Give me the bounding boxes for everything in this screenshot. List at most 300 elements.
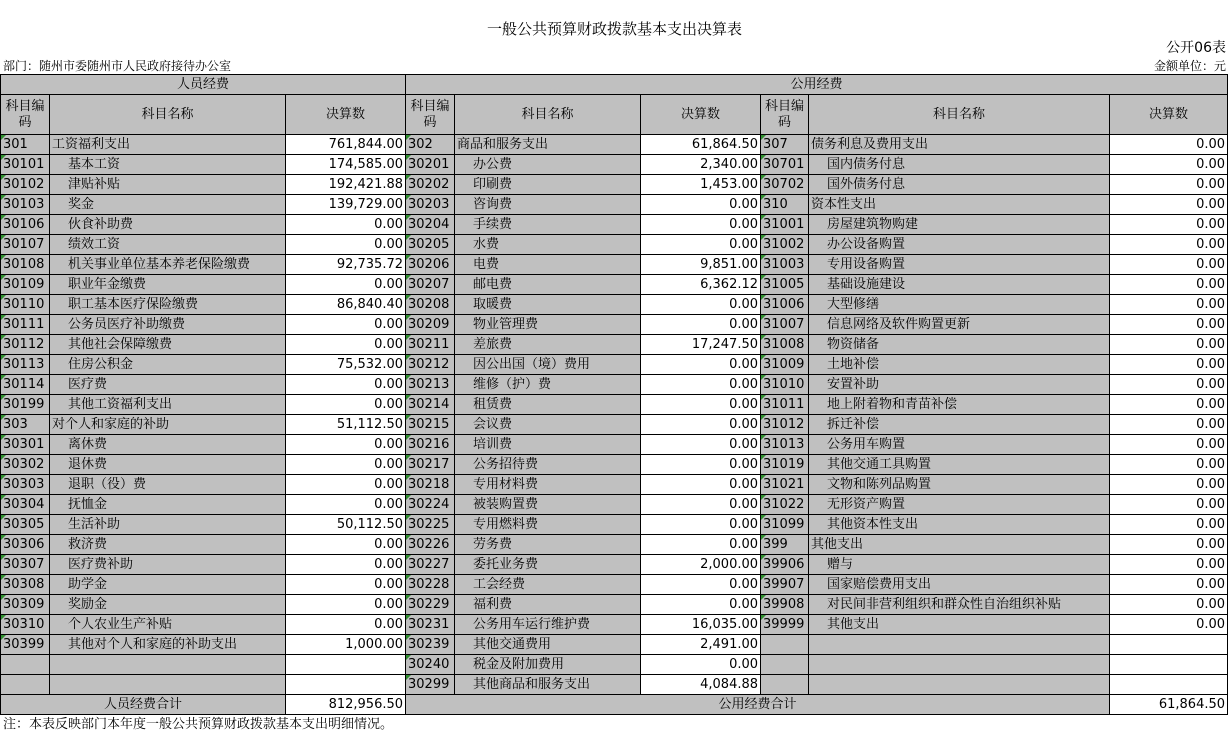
subject-name-cell[interactable]: 印刷费: [455, 175, 641, 195]
amount-cell[interactable]: 0.00: [286, 535, 406, 555]
amount-cell[interactable]: 0.00: [1110, 215, 1228, 235]
subject-name-cell[interactable]: 委托业务费: [455, 555, 641, 575]
subject-name-cell[interactable]: 被装购置费: [455, 495, 641, 515]
subject-code-cell[interactable]: 30307: [1, 555, 50, 575]
amount-cell[interactable]: 50,112.50: [286, 515, 406, 535]
amount-cell[interactable]: 17,247.50: [641, 335, 761, 355]
amount-cell[interactable]: 0.00: [286, 275, 406, 295]
subject-code-cell[interactable]: 31012: [761, 415, 809, 435]
subject-name-cell[interactable]: 房屋建筑物购建: [809, 215, 1110, 235]
amount-cell[interactable]: 16,035.00: [641, 615, 761, 635]
subject-code-cell[interactable]: 30208: [406, 295, 455, 315]
subject-name-cell[interactable]: 会议费: [455, 415, 641, 435]
subject-code-cell[interactable]: 31011: [761, 395, 809, 415]
amount-cell[interactable]: 0.00: [286, 315, 406, 335]
subject-code-cell[interactable]: 30309: [1, 595, 50, 615]
amount-cell[interactable]: 0.00: [641, 515, 761, 535]
subject-code-cell[interactable]: 30303: [1, 475, 50, 495]
subject-name-cell[interactable]: 公务招待费: [455, 455, 641, 475]
subject-name-cell[interactable]: 公务用车购置: [809, 435, 1110, 455]
subject-name-cell[interactable]: 其他支出: [809, 615, 1110, 635]
subject-name-cell[interactable]: 助学金: [50, 575, 286, 595]
name-header: 科目名称: [50, 95, 286, 135]
subject-code-cell[interactable]: 30202: [406, 175, 455, 195]
subject-code-cell[interactable]: 399: [761, 535, 809, 555]
subject-name-cell[interactable]: 手续费: [455, 215, 641, 235]
subject-name-cell[interactable]: [809, 635, 1110, 655]
subject-code-cell[interactable]: 310: [761, 195, 809, 215]
table-row: [1, 195, 1228, 215]
amount-cell[interactable]: 0.00: [1110, 255, 1228, 275]
subject-code-cell[interactable]: 30209: [406, 315, 455, 335]
amount-cell[interactable]: 0.00: [1110, 375, 1228, 395]
subject-name-cell[interactable]: 国内债务付息: [809, 155, 1110, 175]
subject-name-cell[interactable]: 其他社会保障缴费: [50, 335, 286, 355]
subject-code-cell[interactable]: 30226: [406, 535, 455, 555]
subject-name-cell[interactable]: 培训费: [455, 435, 641, 455]
subject-code-cell[interactable]: [761, 675, 809, 695]
subject-name-cell[interactable]: 国外债务付息: [809, 175, 1110, 195]
subject-name-cell[interactable]: 住房公积金: [50, 355, 286, 375]
amount-cell[interactable]: 0.00: [641, 435, 761, 455]
subject-code-cell[interactable]: 31010: [761, 375, 809, 395]
subject-name-cell[interactable]: 劳务费: [455, 535, 641, 555]
subject-code-cell[interactable]: 30212: [406, 355, 455, 375]
amount-cell[interactable]: 0.00: [1110, 595, 1228, 615]
amount-cell[interactable]: 0.00: [1110, 155, 1228, 175]
subject-code-cell[interactable]: 30228: [406, 575, 455, 595]
amount-cell[interactable]: 0.00: [641, 575, 761, 595]
subject-code-cell[interactable]: 30306: [1, 535, 50, 555]
subject-code-cell[interactable]: 30218: [406, 475, 455, 495]
table-row: [1, 435, 1228, 455]
amount-cell[interactable]: 1,000.00: [286, 635, 406, 655]
subject-code-cell[interactable]: 30101: [1, 155, 50, 175]
subject-code-cell[interactable]: 30305: [1, 515, 50, 535]
subject-code-cell[interactable]: 30211: [406, 335, 455, 355]
amount-cell[interactable]: 0.00: [1110, 315, 1228, 335]
amount-cell[interactable]: 0.00: [286, 615, 406, 635]
amount-cell[interactable]: 75,532.00: [286, 355, 406, 375]
subject-name-cell[interactable]: 其他资本性支出: [809, 515, 1110, 535]
subject-code-cell[interactable]: 30302: [1, 455, 50, 475]
subject-name-cell[interactable]: 机关事业单位基本养老保险缴费: [50, 255, 286, 275]
subject-code-cell[interactable]: 30114: [1, 375, 50, 395]
amount-cell[interactable]: 4,084.88: [641, 675, 761, 695]
table-row: [1, 375, 1228, 395]
amount-cell[interactable]: 174,585.00: [286, 155, 406, 175]
amount-cell[interactable]: 6,362.12: [641, 275, 761, 295]
subject-code-cell[interactable]: 31001: [761, 215, 809, 235]
amount-cell[interactable]: 61,864.50: [641, 135, 761, 155]
subject-name-cell[interactable]: 其他对个人和家庭的补助支出: [50, 635, 286, 655]
table-row: [1, 615, 1228, 635]
subject-name-cell[interactable]: 职工基本医疗保险缴费: [50, 295, 286, 315]
amount-cell[interactable]: 0.00: [1110, 555, 1228, 575]
subject-name-cell[interactable]: 维修（护）费: [455, 375, 641, 395]
personnel-total-amount[interactable]: 812,956.50: [286, 695, 406, 715]
subject-name-cell[interactable]: [50, 655, 286, 675]
amount-cell[interactable]: 2,340.00: [641, 155, 761, 175]
subject-code-cell[interactable]: 30108: [1, 255, 50, 275]
subject-name-cell[interactable]: 福利费: [455, 595, 641, 615]
subject-code-cell[interactable]: 30203: [406, 195, 455, 215]
subject-code-cell[interactable]: 30113: [1, 355, 50, 375]
amount-cell[interactable]: 51,112.50: [286, 415, 406, 435]
amount-cell[interactable]: 1,453.00: [641, 175, 761, 195]
personnel-header: 人员经费: [1, 75, 406, 95]
table-row: [1, 475, 1228, 495]
subject-name-cell[interactable]: 离休费: [50, 435, 286, 455]
table-row: [1, 635, 1228, 655]
subject-name-cell[interactable]: 其他交通工具购置: [809, 455, 1110, 475]
public-header: 公用经费: [406, 75, 1228, 95]
amount-cell[interactable]: [1110, 655, 1228, 675]
subject-name-cell[interactable]: 专用材料费: [455, 475, 641, 495]
subject-name-cell[interactable]: 基本工资: [50, 155, 286, 175]
amount-cell[interactable]: 0.00: [286, 595, 406, 615]
subject-code-cell[interactable]: 30109: [1, 275, 50, 295]
amount-cell[interactable]: 0.00: [286, 455, 406, 475]
report-title: 一般公共预算财政拨款基本支出决算表: [486, 20, 742, 38]
amount-cell[interactable]: 9,851.00: [641, 255, 761, 275]
amount-cell[interactable]: 0.00: [286, 495, 406, 515]
table-row: [1, 175, 1228, 195]
subject-name-cell[interactable]: 医疗费: [50, 375, 286, 395]
subject-name-cell[interactable]: 债务利息及费用支出: [809, 135, 1110, 155]
subject-code-cell[interactable]: [1, 675, 50, 695]
subject-name-cell[interactable]: 工会经费: [455, 575, 641, 595]
public-total-label[interactable]: 公用经费合计: [406, 695, 1110, 715]
subject-name-cell[interactable]: 物业管理费: [455, 315, 641, 335]
amount-cell[interactable]: 0.00: [1110, 435, 1228, 455]
subject-name-cell[interactable]: 商品和服务支出: [455, 135, 641, 155]
subject-code-cell[interactable]: 30301: [1, 435, 50, 455]
subject-code-cell[interactable]: 30227: [406, 555, 455, 575]
subject-name-cell[interactable]: 绩效工资: [50, 235, 286, 255]
amount-cell[interactable]: 0.00: [1110, 415, 1228, 435]
amount-header: 决算数: [286, 95, 406, 135]
subject-name-cell[interactable]: 无形资产购置: [809, 495, 1110, 515]
subject-name-cell[interactable]: 对民间非营利组织和群众性自治组织补贴: [809, 595, 1110, 615]
subject-name-cell[interactable]: 医疗费补助: [50, 555, 286, 575]
subject-code-cell[interactable]: 31022: [761, 495, 809, 515]
subject-code-cell[interactable]: 30308: [1, 575, 50, 595]
subject-code-cell[interactable]: 30103: [1, 195, 50, 215]
subject-name-cell[interactable]: 水费: [455, 235, 641, 255]
subject-name-cell[interactable]: 专用燃料费: [455, 515, 641, 535]
amount-cell[interactable]: 0.00: [641, 295, 761, 315]
amount-cell[interactable]: 0.00: [641, 215, 761, 235]
subject-name-cell[interactable]: 生活补助: [50, 515, 286, 535]
amount-cell[interactable]: 0.00: [1110, 355, 1228, 375]
amount-cell[interactable]: 0.00: [1110, 515, 1228, 535]
amount-cell[interactable]: 2,000.00: [641, 555, 761, 575]
amount-cell[interactable]: 0.00: [286, 395, 406, 415]
amount-cell[interactable]: 0.00: [286, 475, 406, 495]
subject-code-cell[interactable]: 30106: [1, 215, 50, 235]
personnel-total-label[interactable]: 人员经费合计: [1, 695, 286, 715]
subject-code-cell[interactable]: 39907: [761, 575, 809, 595]
subject-name-cell[interactable]: 基础设施建设: [809, 275, 1110, 295]
table-row: [1, 275, 1228, 295]
amount-cell[interactable]: 0.00: [286, 575, 406, 595]
subject-code-cell[interactable]: 30215: [406, 415, 455, 435]
code-header: 科目编码: [761, 95, 809, 135]
subject-name-cell[interactable]: 大型修缮: [809, 295, 1110, 315]
subject-code-cell[interactable]: 31007: [761, 315, 809, 335]
subject-code-cell[interactable]: [1, 655, 50, 675]
code-header: 科目编码: [406, 95, 455, 135]
table-row: [1, 415, 1228, 435]
subject-name-cell[interactable]: 赠与: [809, 555, 1110, 575]
amount-cell[interactable]: 0.00: [641, 455, 761, 475]
subject-name-cell[interactable]: 拆迁补偿: [809, 415, 1110, 435]
name-header: 科目名称: [809, 95, 1110, 135]
amount-cell[interactable]: 0.00: [1110, 195, 1228, 215]
amount-cell[interactable]: 761,844.00: [286, 135, 406, 155]
amount-cell[interactable]: 0.00: [641, 375, 761, 395]
amount-cell[interactable]: 0.00: [286, 235, 406, 255]
subject-code-cell[interactable]: 31008: [761, 335, 809, 355]
column-header-row: [1, 95, 1228, 135]
footnote: 注：本表反映部门本年度一般公共预算财政拨款基本支出明细情况。: [3, 717, 394, 732]
subject-code-cell[interactable]: 30112: [1, 335, 50, 355]
subject-name-cell[interactable]: 办公费: [455, 155, 641, 175]
amount-cell[interactable]: 0.00: [1110, 455, 1228, 475]
subject-name-cell[interactable]: 办公设备购置: [809, 235, 1110, 255]
subject-name-cell[interactable]: 其他商品和服务支出: [455, 675, 641, 695]
code-header: 科目编码: [1, 95, 50, 135]
amount-cell[interactable]: 0.00: [641, 415, 761, 435]
amount-cell[interactable]: [1110, 675, 1228, 695]
table-row: [1, 295, 1228, 315]
subject-name-cell[interactable]: 税金及附加费用: [455, 655, 641, 675]
amount-cell[interactable]: 0.00: [641, 395, 761, 415]
amount-cell[interactable]: 0.00: [641, 495, 761, 515]
expenditure-table: [0, 74, 1228, 715]
table-row: [1, 515, 1228, 535]
subject-code-cell[interactable]: [761, 655, 809, 675]
subject-name-cell[interactable]: [809, 675, 1110, 695]
subject-code-cell[interactable]: 30304: [1, 495, 50, 515]
table-row: [1, 555, 1228, 575]
amount-cell[interactable]: 0.00: [1110, 535, 1228, 555]
subject-code-cell[interactable]: 31003: [761, 255, 809, 275]
amount-cell[interactable]: 0.00: [641, 475, 761, 495]
subject-name-cell[interactable]: 租赁费: [455, 395, 641, 415]
amount-cell[interactable]: [286, 675, 406, 695]
amount-cell[interactable]: 0.00: [286, 375, 406, 395]
table-row: [1, 655, 1228, 675]
subject-name-cell[interactable]: 资本性支出: [809, 195, 1110, 215]
amount-cell[interactable]: 0.00: [641, 655, 761, 675]
subject-name-cell[interactable]: 因公出国（境）费用: [455, 355, 641, 375]
subject-name-cell[interactable]: 个人农业生产补贴: [50, 615, 286, 635]
subject-code-cell[interactable]: 30217: [406, 455, 455, 475]
name-header: 科目名称: [455, 95, 641, 135]
table-row: [1, 155, 1228, 175]
subject-code-cell[interactable]: 30207: [406, 275, 455, 295]
subject-code-cell[interactable]: 30310: [1, 615, 50, 635]
subject-code-cell[interactable]: 30299: [406, 675, 455, 695]
table-row: [1, 135, 1228, 155]
subject-code-cell[interactable]: 30110: [1, 295, 50, 315]
amount-cell[interactable]: 0.00: [286, 555, 406, 575]
amount-cell[interactable]: 92,735.72: [286, 255, 406, 275]
subject-name-cell[interactable]: 救济费: [50, 535, 286, 555]
subject-code-cell[interactable]: 30399: [1, 635, 50, 655]
table-row: [1, 235, 1228, 255]
amount-cell[interactable]: 0.00: [1110, 275, 1228, 295]
subject-code-cell[interactable]: 30111: [1, 315, 50, 335]
subject-name-cell[interactable]: 信息网络及软件购置更新: [809, 315, 1110, 335]
subject-name-cell[interactable]: 专用设备购置: [809, 255, 1110, 275]
subject-name-cell[interactable]: 津贴补贴: [50, 175, 286, 195]
subject-code-cell[interactable]: 39906: [761, 555, 809, 575]
subject-name-cell[interactable]: 物资储备: [809, 335, 1110, 355]
subject-name-cell[interactable]: 电费: [455, 255, 641, 275]
subject-code-cell[interactable]: 31013: [761, 435, 809, 455]
amount-cell[interactable]: [286, 655, 406, 675]
amount-cell[interactable]: 0.00: [1110, 135, 1228, 155]
subject-name-cell[interactable]: 退职（役）费: [50, 475, 286, 495]
subject-name-cell[interactable]: 职业年金缴费: [50, 275, 286, 295]
subject-name-cell[interactable]: 抚恤金: [50, 495, 286, 515]
subject-code-cell[interactable]: 31099: [761, 515, 809, 535]
subject-name-cell[interactable]: 国家赔偿费用支出: [809, 575, 1110, 595]
subject-name-cell[interactable]: 土地补偿: [809, 355, 1110, 375]
table-row: [1, 395, 1228, 415]
subject-name-cell[interactable]: 对个人和家庭的补助: [50, 415, 286, 435]
amount-cell[interactable]: [1110, 635, 1228, 655]
subject-code-cell[interactable]: 307: [761, 135, 809, 155]
subject-name-cell[interactable]: 差旅费: [455, 335, 641, 355]
subject-name-cell[interactable]: 其他交通费用: [455, 635, 641, 655]
subject-code-cell[interactable]: 30240: [406, 655, 455, 675]
subject-code-cell[interactable]: 30201: [406, 155, 455, 175]
subject-code-cell[interactable]: 30214: [406, 395, 455, 415]
amount-cell[interactable]: 0.00: [1110, 575, 1228, 595]
table-row: [1, 675, 1228, 695]
subject-code-cell[interactable]: 30205: [406, 235, 455, 255]
table-row: [1, 335, 1228, 355]
subject-name-cell[interactable]: 邮电费: [455, 275, 641, 295]
subject-name-cell[interactable]: 退休费: [50, 455, 286, 475]
amount-cell[interactable]: 0.00: [1110, 295, 1228, 315]
amount-header: 决算数: [641, 95, 761, 135]
subject-code-cell[interactable]: 39908: [761, 595, 809, 615]
amount-cell[interactable]: 0.00: [641, 595, 761, 615]
amount-cell[interactable]: 0.00: [1110, 235, 1228, 255]
subject-name-cell[interactable]: [50, 675, 286, 695]
subject-code-cell[interactable]: 31005: [761, 275, 809, 295]
subject-name-cell[interactable]: 咨询费: [455, 195, 641, 215]
amount-cell[interactable]: 0.00: [641, 235, 761, 255]
subject-code-cell[interactable]: 30231: [406, 615, 455, 635]
amount-cell[interactable]: 0.00: [641, 535, 761, 555]
table-row: [1, 575, 1228, 595]
amount-cell[interactable]: 0.00: [1110, 495, 1228, 515]
subject-code-cell[interactable]: 30702: [761, 175, 809, 195]
department-label: 部门：随州市委随州市人民政府接待办公室: [3, 59, 232, 73]
subject-code-cell[interactable]: 302: [406, 135, 455, 155]
subject-code-cell[interactable]: 30213: [406, 375, 455, 395]
amount-cell[interactable]: 0.00: [1110, 475, 1228, 495]
subject-code-cell[interactable]: 301: [1, 135, 50, 155]
amount-cell[interactable]: 0.00: [641, 355, 761, 375]
subject-name-cell[interactable]: 公务员医疗补助缴费: [50, 315, 286, 335]
subject-code-cell[interactable]: 30224: [406, 495, 455, 515]
amount-cell[interactable]: 0.00: [1110, 615, 1228, 635]
subject-code-cell[interactable]: 31006: [761, 295, 809, 315]
amount-cell[interactable]: 0.00: [1110, 395, 1228, 415]
table-row: [1, 455, 1228, 475]
subject-code-cell[interactable]: 30239: [406, 635, 455, 655]
subject-name-cell[interactable]: 工资福利支出: [50, 135, 286, 155]
subject-code-cell[interactable]: 30206: [406, 255, 455, 275]
amount-unit-label: 金额单位：元: [1153, 59, 1226, 73]
subject-code-cell[interactable]: 30102: [1, 175, 50, 195]
subject-code-cell[interactable]: 30225: [406, 515, 455, 535]
amount-cell[interactable]: 0.00: [641, 195, 761, 215]
amount-cell[interactable]: 0.00: [641, 315, 761, 335]
subject-name-cell[interactable]: 其他工资福利支出: [50, 395, 286, 415]
amount-cell[interactable]: 0.00: [286, 215, 406, 235]
subject-name-cell[interactable]: 公务用车运行维护费: [455, 615, 641, 635]
amount-cell[interactable]: 86,840.40: [286, 295, 406, 315]
public-total-amount[interactable]: 61,864.50: [1110, 695, 1228, 715]
subject-code-cell[interactable]: 39999: [761, 615, 809, 635]
subject-name-cell[interactable]: 文物和陈列品购置: [809, 475, 1110, 495]
subject-code-cell[interactable]: 30229: [406, 595, 455, 615]
amount-cell[interactable]: 2,491.00: [641, 635, 761, 655]
subject-code-cell[interactable]: 30204: [406, 215, 455, 235]
table-row: [1, 315, 1228, 335]
subject-code-cell[interactable]: 31009: [761, 355, 809, 375]
group-header-row: [1, 75, 1228, 95]
amount-cell[interactable]: 0.00: [286, 335, 406, 355]
subject-code-cell[interactable]: 31019: [761, 455, 809, 475]
subject-name-cell[interactable]: 地上附着物和青苗补偿: [809, 395, 1110, 415]
table-row: [1, 255, 1228, 275]
subject-code-cell[interactable]: 30701: [761, 155, 809, 175]
table-row: [1, 215, 1228, 235]
subject-name-cell[interactable]: 奖金: [50, 195, 286, 215]
amount-cell[interactable]: 0.00: [1110, 175, 1228, 195]
amount-cell[interactable]: 0.00: [1110, 335, 1228, 355]
subject-code-cell[interactable]: 31021: [761, 475, 809, 495]
subject-code-cell[interactable]: 30107: [1, 235, 50, 255]
amount-header: 决算数: [1110, 95, 1228, 135]
subject-code-cell[interactable]: [761, 635, 809, 655]
subject-name-cell[interactable]: 安置补助: [809, 375, 1110, 395]
subject-code-cell[interactable]: 30199: [1, 395, 50, 415]
totals-row: [1, 695, 1228, 715]
amount-cell[interactable]: 192,421.88: [286, 175, 406, 195]
subject-name-cell[interactable]: 伙食补助费: [50, 215, 286, 235]
subject-code-cell[interactable]: 30216: [406, 435, 455, 455]
table-row: [1, 595, 1228, 615]
subject-name-cell[interactable]: 其他支出: [809, 535, 1110, 555]
subject-name-cell[interactable]: 奖励金: [50, 595, 286, 615]
subject-code-cell[interactable]: 303: [1, 415, 50, 435]
amount-cell[interactable]: 139,729.00: [286, 195, 406, 215]
subject-name-cell[interactable]: 取暖费: [455, 295, 641, 315]
subject-code-cell[interactable]: 31002: [761, 235, 809, 255]
amount-cell[interactable]: 0.00: [286, 435, 406, 455]
subject-name-cell[interactable]: [809, 655, 1110, 675]
